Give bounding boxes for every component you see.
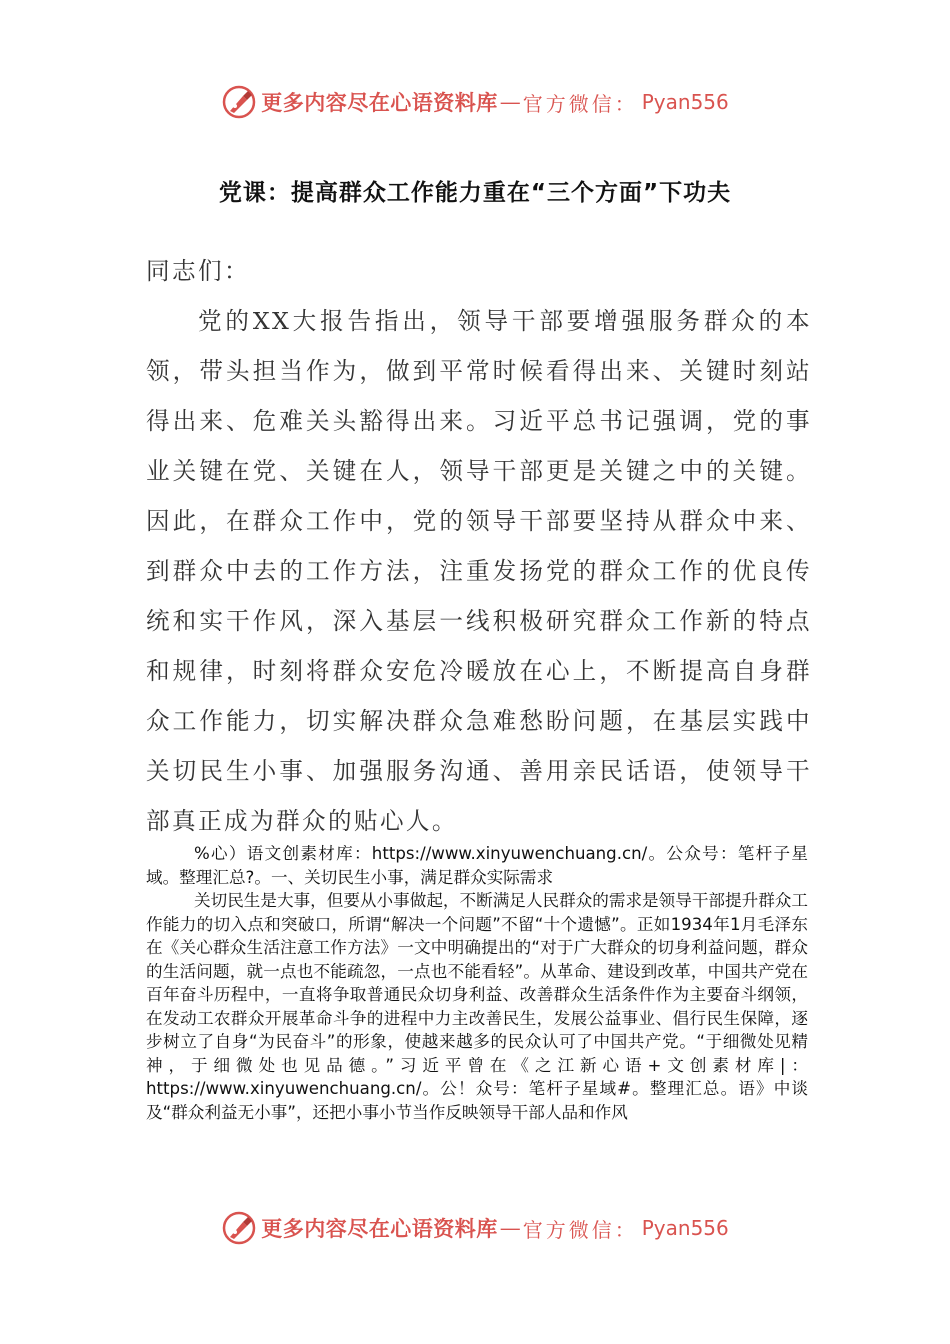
banner-main-text: 更多内容尽在心语资料库	[261, 90, 498, 115]
small-paragraph-2: 关切民生是大事，但要从小事做起，不断满足人民群众的需求是领导干部提升群众工作能力的切入点和突破口，所谓“解决一个问题”不留“十个遗憾”。正如1934年1月毛泽东在《关心群众生活注意工作方法》一文中明确提出的“对于广大群众的切身利益问题，群众的生活问题，就一点也不能疏忽，一点也不能看轻”。从革命、建设到改革，中国共产党在百年奋斗历程中，一直将争取普通民众切身利益、改善群众生活条件作为主要奋斗纲领，在发动工农群众开展革命斗争的进程中力主改善民生，发展公益事业、倡行民生保障，逐步树立了自身“为民奋斗”的形象，使越来越多的民众认可了中国共产党。“于细微处见精神，于细微处也见品德。”习近平曾在《之江新心语+文创素材库|：https://www.xinyuwenchuang.cn/。公！众号：笔杆子星域#。整理汇总。语》中谈及“群众利益无小事”，还把小事小节当作反映领导干部人品和作风	[146, 891, 808, 1122]
footer-banner	[0, 1208, 950, 1248]
banner-separator: —	[499, 90, 521, 114]
small-text-block	[146, 842, 808, 1124]
document-title: 党课：提高群众工作能力重在“三个方面”下功夫	[218, 180, 732, 206]
header-banner	[0, 82, 950, 122]
pen-logo-icon	[221, 84, 257, 120]
intro-paragraph: 党的XX大报告指出，领导干部要增强服务群众的本领，带头担当作为，做到平常时候看得出来、关键时刻站得出来、危难关头豁得出来。习近平总书记强调，党的事业关键在党、关键在人，领导干部更是关键之中的关键。因此，在群众工作中，党的领导干部要坚持从群众中来、到群众中去的工作方法，注重发扬党的群众工作的优良传统和实干作风，深入基层一线积极研究群众工作新的特点和规律，时刻将群众安危冷暖放在心上，不断提高自身群众工作能力，切实解决群众急难愁盼问题，在基层实践中关切民生小事、加强服务沟通、善用亲民话语，使领导干部真正成为群众的贴心人。	[146, 307, 812, 835]
small-paragraph-1: %心）语文创素材库：https://www.xinyuwenchuang.cn/。公众号：笔杆子星域。整理汇总?。一、关切民生小事，满足群众实际需求	[146, 844, 808, 887]
banner-separator: —	[499, 1216, 521, 1240]
banner-label: 官方微信：	[522, 1217, 638, 1242]
document-body	[146, 246, 812, 846]
salutation: 同志们：	[146, 257, 250, 285]
pen-logo-icon	[221, 1210, 257, 1246]
banner-main-text: 更多内容尽在心语资料库	[261, 1216, 498, 1241]
banner-label: 官方微信：	[522, 91, 638, 116]
banner-wechat-id: Pyan556	[641, 1216, 729, 1240]
banner-wechat-id: Pyan556	[641, 90, 729, 114]
